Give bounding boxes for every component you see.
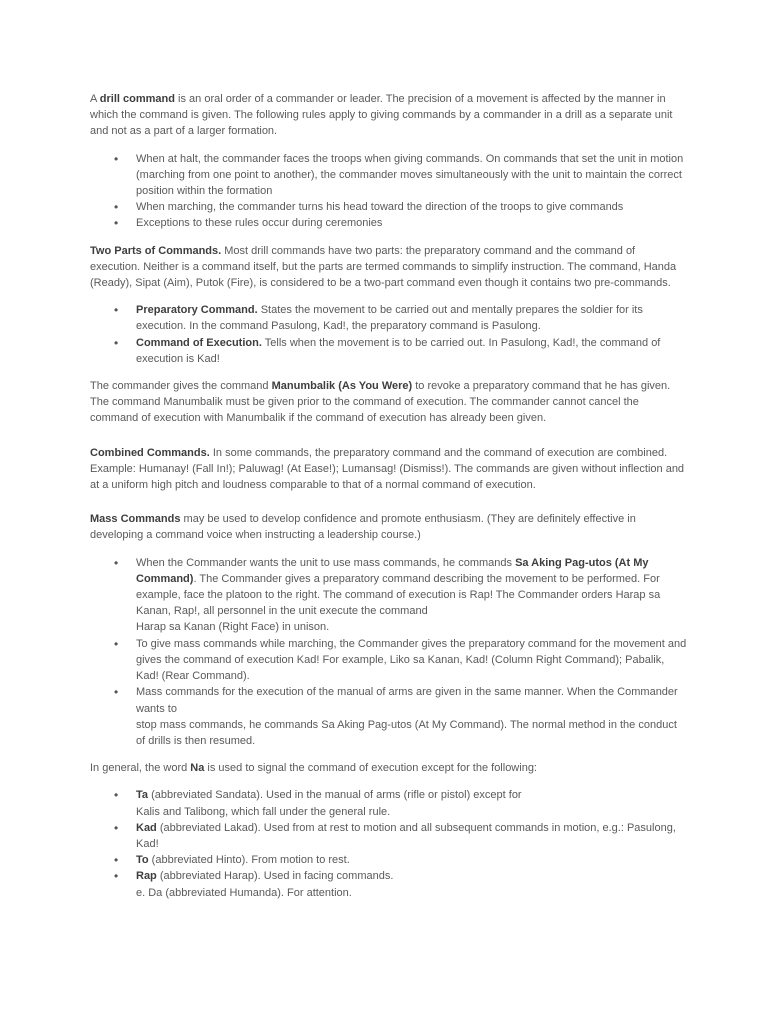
execution-text: Tells when the movement is to be carried out. In Pasulong, Kad!, the command of execution is Kad!: [136, 336, 661, 365]
intro-text: is an oral order of a commander or leader. The precision of a movement is affected by the manner in which the command is given. The following rules apply to giving commands by a commander in a drill as a separate unit and not as a part of a larger formation.: [90, 93, 673, 138]
list-item: • When at halt, the commander faces the troops when giving commands. On commands that set the unit in motion (marching from one point to another), the commander moves simultaneously with the unit to maintain the correct position within the formation: [90, 151, 688, 200]
list-item: [90, 868, 688, 900]
execution-term: Command of Execution.: [136, 336, 262, 349]
ta-term: Ta: [136, 789, 149, 802]
mass-list: [90, 555, 688, 749]
manumbalik-text: to revoke a preparatory command that he has given. The command Manumbalik must be given prior to the command of execution. The commander cannot cancel the command of execution with Manumbalik if the command of execution has already been given.: [90, 380, 671, 425]
preparatory-term: Preparatory Command.: [136, 304, 258, 317]
two-parts-heading: Two Parts of Commands.: [90, 244, 222, 257]
list-item: [90, 820, 688, 852]
mass-item3-line2: stop mass commands, he commands Sa Aking Pag-utos (At My Command). The normal method in the conduct of drills is then resumed.: [136, 718, 677, 747]
manumbalik-paragraph: [90, 378, 688, 427]
list-item: • When marching, the commander turns his head toward the direction of the troops to give commands: [90, 199, 688, 215]
da-line: e. Da (abbreviated Humanda). For attention.: [136, 886, 352, 899]
exceptions-list: [90, 787, 688, 900]
na-paragraph: [90, 760, 688, 776]
list-item: • To give mass commands while marching, the Commander gives the preparatory command for the movement and gives the command of execution Kad! For example, Liko sa Kanan, Kad! (Column Right Command); Pabalik, Kad! (Rear Command).: [90, 636, 688, 685]
na-pre: In general, the word: [90, 762, 191, 775]
intro-pre: A: [90, 93, 100, 105]
parts-list: [90, 302, 688, 367]
na-term: Na: [190, 762, 205, 775]
list-item: • Exceptions to these rules occur during ceremonies: [90, 215, 688, 231]
to-text: (abbreviated Hinto). From motion to rest.: [148, 854, 350, 867]
list-item: [90, 684, 688, 749]
list-item: [90, 852, 688, 868]
mass-item1-text: . The Commander gives a preparatory command describing the movement to be performed. For example, face the platoon to the right. The command of execution is Rap! The Commander orders Harap sa Kanan, Rap!, all personnel in the unit execute the command: [136, 572, 661, 618]
ta-text: (abbreviated Sandata). Used in the manual of arms (rifle or pistol) except for: [148, 789, 522, 802]
rules-list: [90, 151, 688, 232]
na-text: is used to signal the command of execution except for the following:: [204, 762, 537, 775]
intro-term: drill command: [99, 93, 175, 105]
combined-heading: Combined Commands.: [90, 446, 210, 459]
list-item: [90, 335, 688, 367]
manumbalik-term: Manumbalik (As You Were): [271, 380, 413, 393]
kad-text: (abbreviated Lakad). Used from at rest to motion and all subsequent commands in motion, e.g.: Pasulong, Kad!: [136, 821, 676, 850]
ta-line2: Kalis and Talibong, which fall under the general rule.: [136, 805, 391, 818]
list-item: [90, 787, 688, 819]
list-item: [90, 555, 688, 636]
kad-term: Kad: [136, 821, 157, 834]
mass-text: may be used to develop confidence and promote enthusiasm. (They are definitely effective in developing a command voice when instructing a leadership course.): [90, 513, 636, 542]
combined-paragraph: [90, 445, 688, 494]
two-parts-paragraph: [90, 243, 688, 292]
mass-item1-pre: When the Commander wants the unit to use mass commands, he commands: [136, 556, 516, 569]
mass-item3-line1: • Mass commands for the execution of the manual of arms are given in the same manner. When the Commander wants to: [136, 686, 678, 715]
rap-term: Rap: [136, 870, 157, 883]
list-item: [90, 302, 688, 334]
mass-paragraph: [90, 511, 688, 543]
to-term: To: [136, 854, 149, 867]
combined-text: In some commands, the preparatory command and the command of execution are combined. Example: Humanay! (Fall In!); Paluwag! (At Ease!); Lumansag! (Dismiss!). The commands are given without inflection and at a uniform high pitch and loudness comparable to that of a normal command of execution.: [90, 446, 685, 492]
mass-item1-term: Sa Aking Pag-utos (At My Command): [136, 556, 649, 585]
intro-paragraph: [90, 91, 688, 140]
two-parts-text: Most drill commands have two parts: the preparatory command and the command of execution. Neither is a command itself, but the parts are termed commands to simplify instruction. The command, Handa (Ready), Sipat (Aim), Putok (Fire), is considered to be a two-part command even though it contains two pre-commands.: [90, 244, 677, 290]
mass-item1-line2: Harap sa Kanan (Right Face) in unison.: [136, 621, 330, 634]
preparatory-text: States the movement to be carried out and mentally prepares the soldier for its execution. In the command Pasulong, Kad!, the preparatory command is Pasulong.: [136, 304, 643, 333]
manumbalik-pre: The commander gives the command: [90, 380, 272, 393]
rap-text: (abbreviated Harap). Used in facing commands.: [156, 870, 394, 883]
mass-heading: Mass Commands: [90, 513, 181, 526]
